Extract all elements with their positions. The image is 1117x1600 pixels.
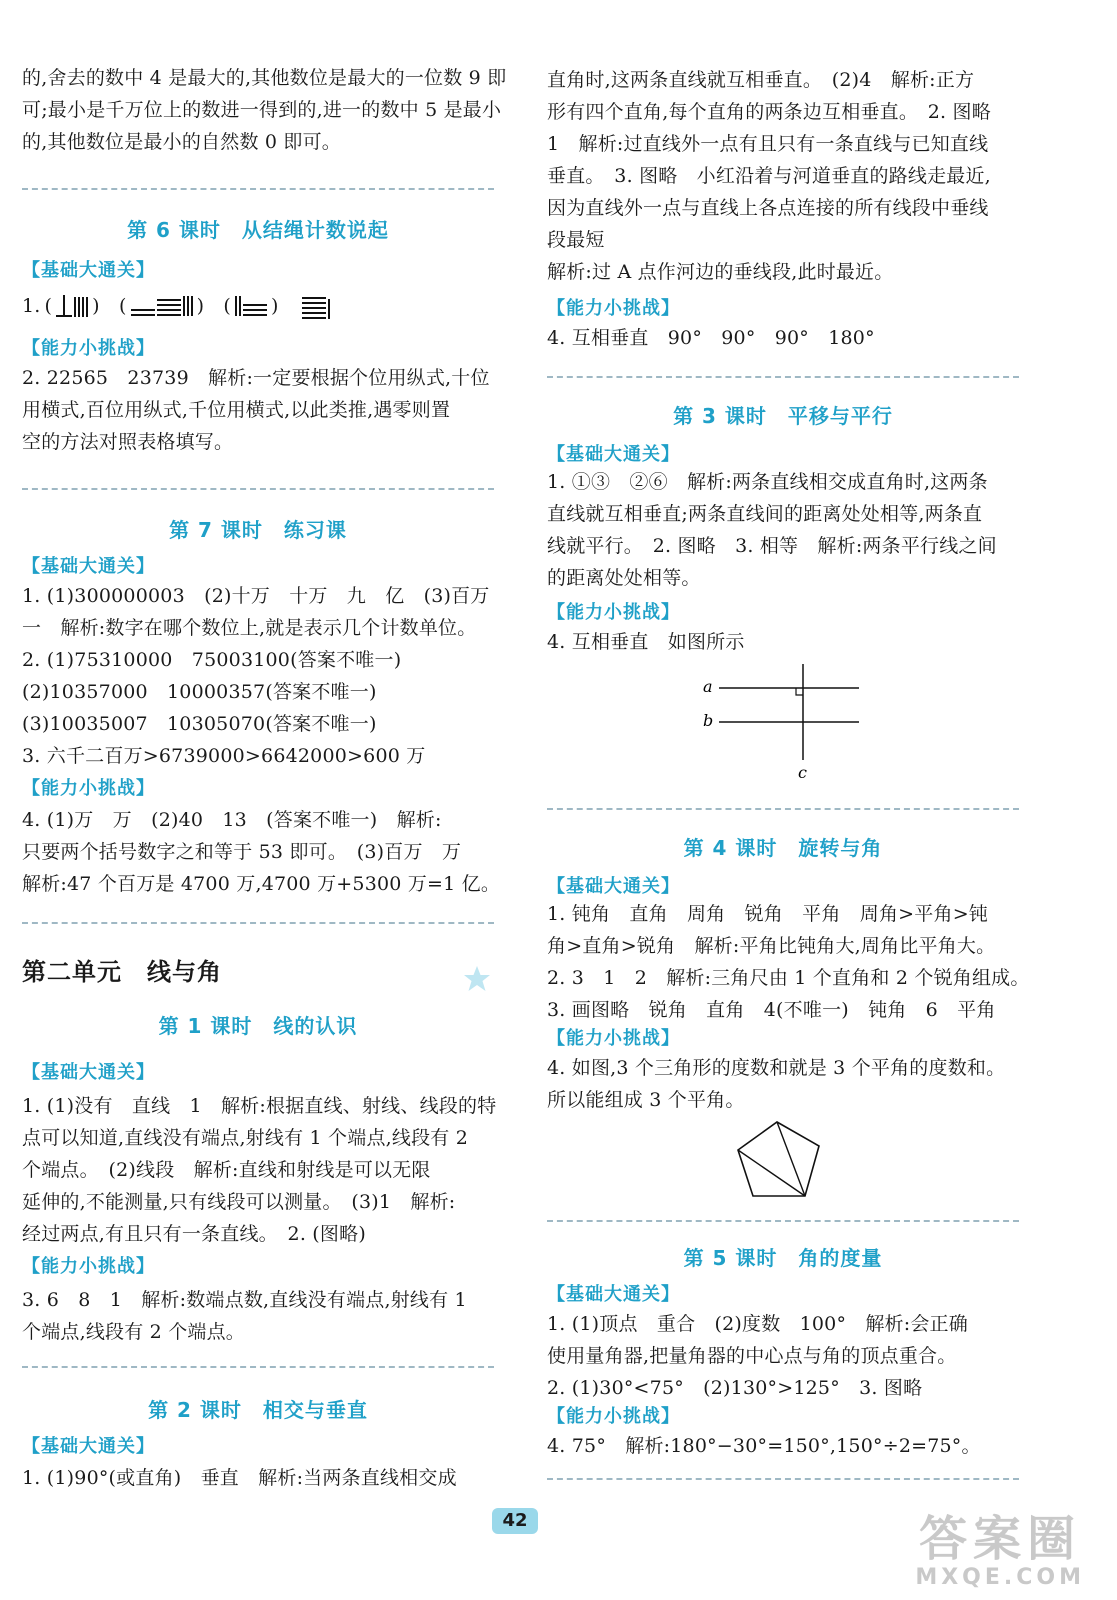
text-line: 角>直角>锐角 解析:平角比钝角大,周角比平角大。: [547, 935, 996, 957]
text-line: 2. 3 1 2 解析:三角尺由 1 个直角和 2 个锐角组成。: [547, 967, 1030, 989]
text-line: 点可以知道,直线没有端点,射线有 1 个端点,线段有 2: [22, 1127, 469, 1149]
text-line: 1 解析:过直线外一点有且只有一条直线与已知直线: [547, 133, 989, 155]
star-icon: [462, 964, 492, 994]
answer-text: [547, 64, 1019, 288]
text-line: 1. ①③ ②⑥ 解析:两条直线相交成直角时,这两条: [547, 471, 988, 493]
answer-text: [547, 1430, 1019, 1462]
lesson-title: 第 2 课时 相交与垂直: [148, 1398, 368, 1422]
label-a: a: [703, 677, 713, 696]
divider: [547, 1478, 1019, 1480]
text-line: 个端点。 (2)线段 解析:直线和射线是可以无限: [22, 1159, 431, 1181]
text-line: 4. (1)万 万 (2)40 13 (答案不唯一) 解析:: [22, 809, 442, 831]
text-line: 只要两个括号数字之和等于 53 即可。 (3)百万 万: [22, 841, 462, 863]
answer-text: [547, 322, 1019, 354]
text-line: 解析:过 A 点作河边的垂线段,此时最近。: [547, 261, 894, 283]
text-line: 4. 互相垂直 如图所示: [547, 631, 745, 653]
pentagon-figure: [735, 1118, 823, 1200]
text-line: 所以能组成 3 个平角。: [547, 1089, 745, 1111]
right-angle-mark: [796, 688, 803, 695]
answer-text: [547, 466, 1019, 594]
rod-numeral-icon: [56, 295, 88, 317]
section-tag-basic: 【基础大通关】: [22, 1062, 155, 1083]
text-line: 直线就互相垂直;两条直线间的距离处处相等,两条直: [547, 503, 983, 525]
section-tag-ability: 【能力小挑战】: [547, 602, 680, 623]
divider: [22, 1366, 494, 1368]
section-tag-ability: 【能力小挑战】: [547, 1406, 680, 1427]
answer-text: [547, 1308, 1019, 1404]
text-line: 空的方法对照表格填写。: [22, 431, 234, 453]
watermark-logo: 答案圈 MXQE.COM: [915, 1511, 1085, 1590]
answer-text: [22, 1462, 494, 1494]
text-line: 可;最小是千万位上的数进一得到的,进一的数中 5 是最小: [22, 99, 502, 121]
text-line: 的距离处处相等。: [547, 567, 701, 589]
answer-text: [22, 362, 494, 458]
section-tag-ability: 【能力小挑战】: [22, 778, 155, 799]
lesson-title: 第 5 课时 角的度量: [683, 1246, 883, 1270]
section-tag-basic: 【基础大通关】: [22, 1436, 155, 1457]
answer-text: [547, 898, 1030, 1026]
text-line: 1. 钝角 直角 周角 锐角 平角 周角>平角>钝: [547, 903, 989, 925]
text-line: 形有四个直角,每个直角的两条边互相垂直。 2. 图略: [547, 101, 991, 123]
divider: [547, 1220, 1019, 1222]
section-tag-ability: 【能力小挑战】: [22, 1256, 155, 1277]
page-number: 42: [492, 1508, 538, 1534]
text-line: (3)10035007 10305070(答案不唯一): [22, 713, 377, 735]
text-line: 2. 22565 23739 解析:一定要根据个位用纵式,十位: [22, 367, 490, 389]
answer-text: [547, 1052, 1019, 1116]
rod-numeral-icon: [235, 296, 267, 316]
intro-text: [22, 62, 507, 158]
label-b: b: [703, 711, 714, 730]
answer-text: [22, 1284, 494, 1348]
parallel-perpendicular-figure: [697, 660, 867, 782]
unit-title: 第二单元 线与角: [22, 958, 222, 986]
section-tag-basic: 【基础大通关】: [547, 1284, 680, 1305]
text-line: 用横式,百位用纵式,千位用横式,以此类推,遇零则置: [22, 399, 451, 421]
text-line: 1. (1)没有 直线 1 解析:根据直线、射线、线段的特: [22, 1095, 497, 1117]
text-line: 4. 如图,3 个三角形的度数和就是 3 个平角的度数和。: [547, 1057, 1006, 1079]
text-line: 直角时,这两条直线就互相垂直。 (2)4 解析:正方: [547, 69, 975, 91]
text-line: 1. (1)顶点 重合 (2)度数 100° 解析:会正确: [547, 1313, 968, 1335]
divider: [547, 808, 1019, 810]
section-tag-ability: 【能力小挑战】: [547, 298, 680, 319]
text-line: 个端点,线段有 2 个端点。: [22, 1321, 246, 1343]
text-line: 线就平行。 2. 图略 3. 相等 解析:两条平行线之间: [547, 535, 997, 557]
text-line: 使用量角器,把量角器的中心点与角的顶点重合。: [547, 1345, 957, 1367]
text-line: 一 解析:数字在哪个数位上,就是表示几个计数单位。: [22, 617, 477, 639]
question-number: 1.: [22, 295, 41, 317]
rod-numeral-icon: [302, 294, 330, 319]
text-line: 因为直线外一点与直线上各点连接的所有线段中垂线: [547, 197, 989, 219]
text-line: 3. 六千二百万>6739000>6642000>600 万: [22, 745, 426, 767]
lesson-title: 第 6 课时 从结绳计数说起: [127, 218, 389, 242]
text-line: 2. (1)30°<75° (2)130°>125° 3. 图略: [547, 1377, 923, 1399]
rod-numerals-answer: 1. ( ) ( ) ( ): [22, 288, 494, 324]
text-line: 3. 画图略 锐角 直角 4(不唯一) 钝角 6 平角: [547, 999, 996, 1021]
divider: [547, 376, 1019, 378]
text-line: 1. (1)90°(或直角) 垂直 解析:当两条直线相交成: [22, 1467, 457, 1489]
text-line: 经过两点,有且只有一条直线。 2. (图略): [22, 1223, 366, 1245]
section-tag-basic: 【基础大通关】: [547, 876, 680, 897]
text-line: 2. (1)75310000 75003100(答案不唯一): [22, 649, 402, 671]
answer-text: [22, 580, 494, 772]
answer-text: [547, 626, 1019, 658]
divider: [22, 488, 494, 490]
section-tag-basic: 【基础大通关】: [22, 260, 155, 281]
rod-numeral-icon: [131, 296, 193, 316]
label-c: c: [798, 763, 807, 782]
text-line: 的,舍去的数中 4 是最大的,其他数位是最大的一位数 9 即: [22, 67, 507, 89]
answer-text: [22, 1090, 497, 1250]
text-line: 延伸的,不能测量,只有线段可以测量。 (3)1 解析:: [22, 1191, 456, 1213]
text-line: 3. 6 8 1 解析:数端点数,直线没有端点,射线有 1: [22, 1289, 467, 1311]
answer-text: [22, 804, 501, 900]
lesson-title: 第 4 课时 旋转与角: [683, 836, 883, 860]
section-tag-basic: 【基础大通关】: [547, 444, 680, 465]
lesson-title: 第 7 课时 练习课: [169, 518, 347, 542]
divider: [22, 188, 494, 190]
text-line: 1. (1)300000003 (2)十万 十万 九 亿 (3)百万: [22, 585, 490, 607]
section-tag-ability: 【能力小挑战】: [22, 338, 155, 359]
text-line: 4. 互相垂直 90° 90° 90° 180°: [547, 327, 875, 349]
section-tag-ability: 【能力小挑战】: [547, 1028, 680, 1049]
text-line: 的,其他数位是最小的自然数 0 即可。: [22, 131, 342, 153]
text-line: (2)10357000 10000357(答案不唯一): [22, 681, 377, 703]
lesson-title: 第 1 课时 线的认识: [158, 1014, 358, 1038]
divider: [22, 922, 494, 924]
text-line: 段最短: [547, 229, 605, 251]
section-tag-basic: 【基础大通关】: [22, 556, 155, 577]
text-line: 4. 75° 解析:180°−30°=150°,150°÷2=75°。: [547, 1435, 981, 1457]
text-line: 垂直。 3. 图略 小红沿着与河道垂直的路线走最近,: [547, 165, 991, 187]
lesson-title: 第 3 课时 平移与平行: [673, 404, 893, 428]
text-line: 解析:47 个百万是 4700 万,4700 万+5300 万=1 亿。: [22, 873, 501, 895]
